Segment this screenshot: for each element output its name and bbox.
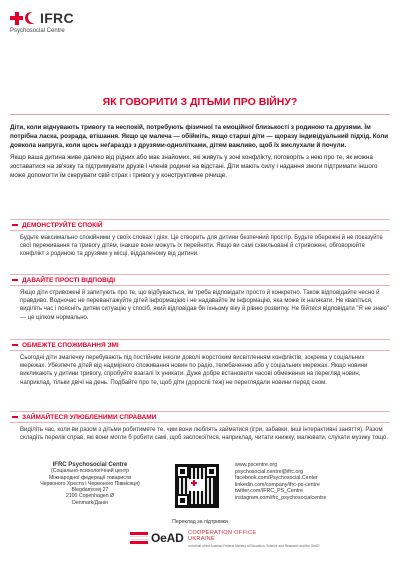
section-heading-text: ЗАЙМАЙТЕСЯ УЛЮБЛЕНИМИ СПРАВАМИ [22,413,157,421]
address-block [10,462,170,506]
section-heading [10,219,390,231]
dash-icon [12,344,18,345]
section-body: Якщо діти стривожені й запитують про те, що відбувається, їм треба відповідати просто й конкретно. Також відповідайте чесно й правдиво. Водночас не перевантажуйте дітей інформацією і не надавайте їм інформацію, яка може їх налякати. Не квапіться, виділіть час і поясніть дитям ситуацію у спосіб, який відповідав би їхньому віку й рівню розвитку. Не бійтеся відповідати "Я не знаю" — це цілком нормально. [20,290,389,321]
qr-finder-icon [205,465,218,478]
address-line: Denmark/Данія [72,499,108,506]
title-divider [10,114,390,115]
section-heading-text: ДАВАЙТЕ ПРОСТІ ВІДПОВІДІ [22,276,116,284]
oead-coop-line: COOPERATION OFFICE [188,530,257,536]
section-body: Сьогодні діти змалечку перебувають під постійним інколи доволі жорстоким висвітленням конфліктів, зокрема у соціальних мережах. Убезпечте дітей від надмірного споживання новин по радіо, телебаченню або у соціальних мережах. Якщо новини викликають у дитини тривогу, спробуйте взагалі їх уникати. Дуже добре встановити часові обмеження на перегляд новин, наприклад, тільки двічі на день. Подбайте про те, щоб діти (доросліі теж) не переглядали новини перед сном. [20,355,368,386]
section-heading-text: ДЕМОНСТРУЙТЕ СПОКІЙ [22,221,103,229]
logo-text: IFRC [40,10,74,26]
intro-paragraph-1: Діти, коли відчувають тривогу та неспокій, потребують фізичної та емоційної близькості з родиною та друзями. Їм потрібна ласка, розрада, втішання. Якщо це малеча — обійміть, якщо старші діти — щоразу індивідуальний підхід. Коли довкола напруга, коли щось неґараздз з друзями-однолітками, дітям важливо, щоб їх вислухали й почули. [10,124,389,149]
link-facebook[interactable]: facebook.com/Psychosocial.Center [235,475,318,482]
ifrc-logo [10,10,74,26]
section-calm [10,219,390,259]
address-line: (Соціально-психологічний центр [51,468,129,475]
intro-paragraph-2: Якщо ваша дитина живе далеко від рідних або має знайомих, які живуть у зоні конфлікту, поговоріть з нею про те, як можна зоставатися на зв'язку та підтримувати друзів і членів родини на відстані. Діти мають силу і надання змоги підтримати іншого може допомогти їм скерувати свій страх і тривогу у конструктивне річище. [10,153,378,179]
contact-links [235,462,395,502]
address-line: Червоного Хреста і Червоного Півмісяця) [40,480,140,487]
page-title: ЯК ГОВОРИТИ З ДІТЬМИ ПРО ВІЙНУ? [102,96,298,108]
link-website[interactable]: www.pscentre.org [235,462,278,468]
address-name: IFRC Psychosocial Centre [52,462,128,468]
section-heading-text: ОБМЕЖТЕ СПОЖИВАННЯ ЗМІ [22,341,119,349]
oead-wordmark: OeAD [151,531,184,545]
logo-subtitle: Psychosocial Centre [10,28,65,34]
intro [10,124,390,183]
section-body: Виділіть час, коли ви разом з дітьми робитимете те, чим вони люблять займатися (ігри, забавки, інші інтерактивні заняття). Разом складіть перелік справ, які вони могли б робити самі, щоб заспокоїтися, наприклад, читати книжку, малювати, слухати музику тощо. [20,427,389,442]
link-linkedin[interactable]: linkedin.com/company/ifrc-ps-centre [235,481,320,488]
qr-finder-icon [176,465,189,478]
footer [10,462,390,552]
section-limit-media [10,339,390,387]
red-cross-icon [10,12,23,25]
qr-ifrc-logo-icon [189,479,205,491]
translation-support-label: Переклад за підтримки [172,519,228,525]
address-line: 2100 Copenhagen Ø [65,493,115,500]
oead-cooperation-office [188,531,256,542]
qr-finder-icon [176,494,189,507]
oead-note: on behalf of the Austrian Federal Ministry of Education, Science and Research and the OeAD [188,544,320,548]
dash-icon [12,416,18,417]
section-body: Будьте максимально спокійними у своїх словах і діях. Це створить для дитини безпечний простір. Будьте обережні й не показуйте свої переживання та тривогу дітям, інакше вони можуть їх перейняти. Якщо ви самі схвильовані й стривожені, обговорюйте конфлікт з родиною та друзями у місці, віддаленому від дитини. [20,235,383,258]
qr-code-icon[interactable] [175,464,219,508]
link-instagram[interactable]: instagram.com/ifrc_psychosocialcentre [235,494,327,501]
address-line: Blegdamsvej 27 [71,487,109,494]
section-heading [10,339,390,351]
oead-coop-line: UKRAINE [188,535,215,542]
section-heading [10,411,390,423]
link-twitter[interactable]: twitter.com/IFRC_PS_Centre [235,488,303,495]
section-favorite-activities [10,411,390,442]
dash-icon [12,279,18,280]
section-simple-answers [10,274,390,322]
dash-icon [12,224,18,225]
header [10,10,74,34]
section-heading [10,274,390,286]
link-email[interactable]: psychosocial.centre@ifrc.org [235,468,304,475]
austria-flag-icon [130,532,148,543]
red-crescent-icon [25,12,36,25]
oead-logo [130,528,320,548]
address-line: Міжнародної федерації товариств [48,474,132,481]
